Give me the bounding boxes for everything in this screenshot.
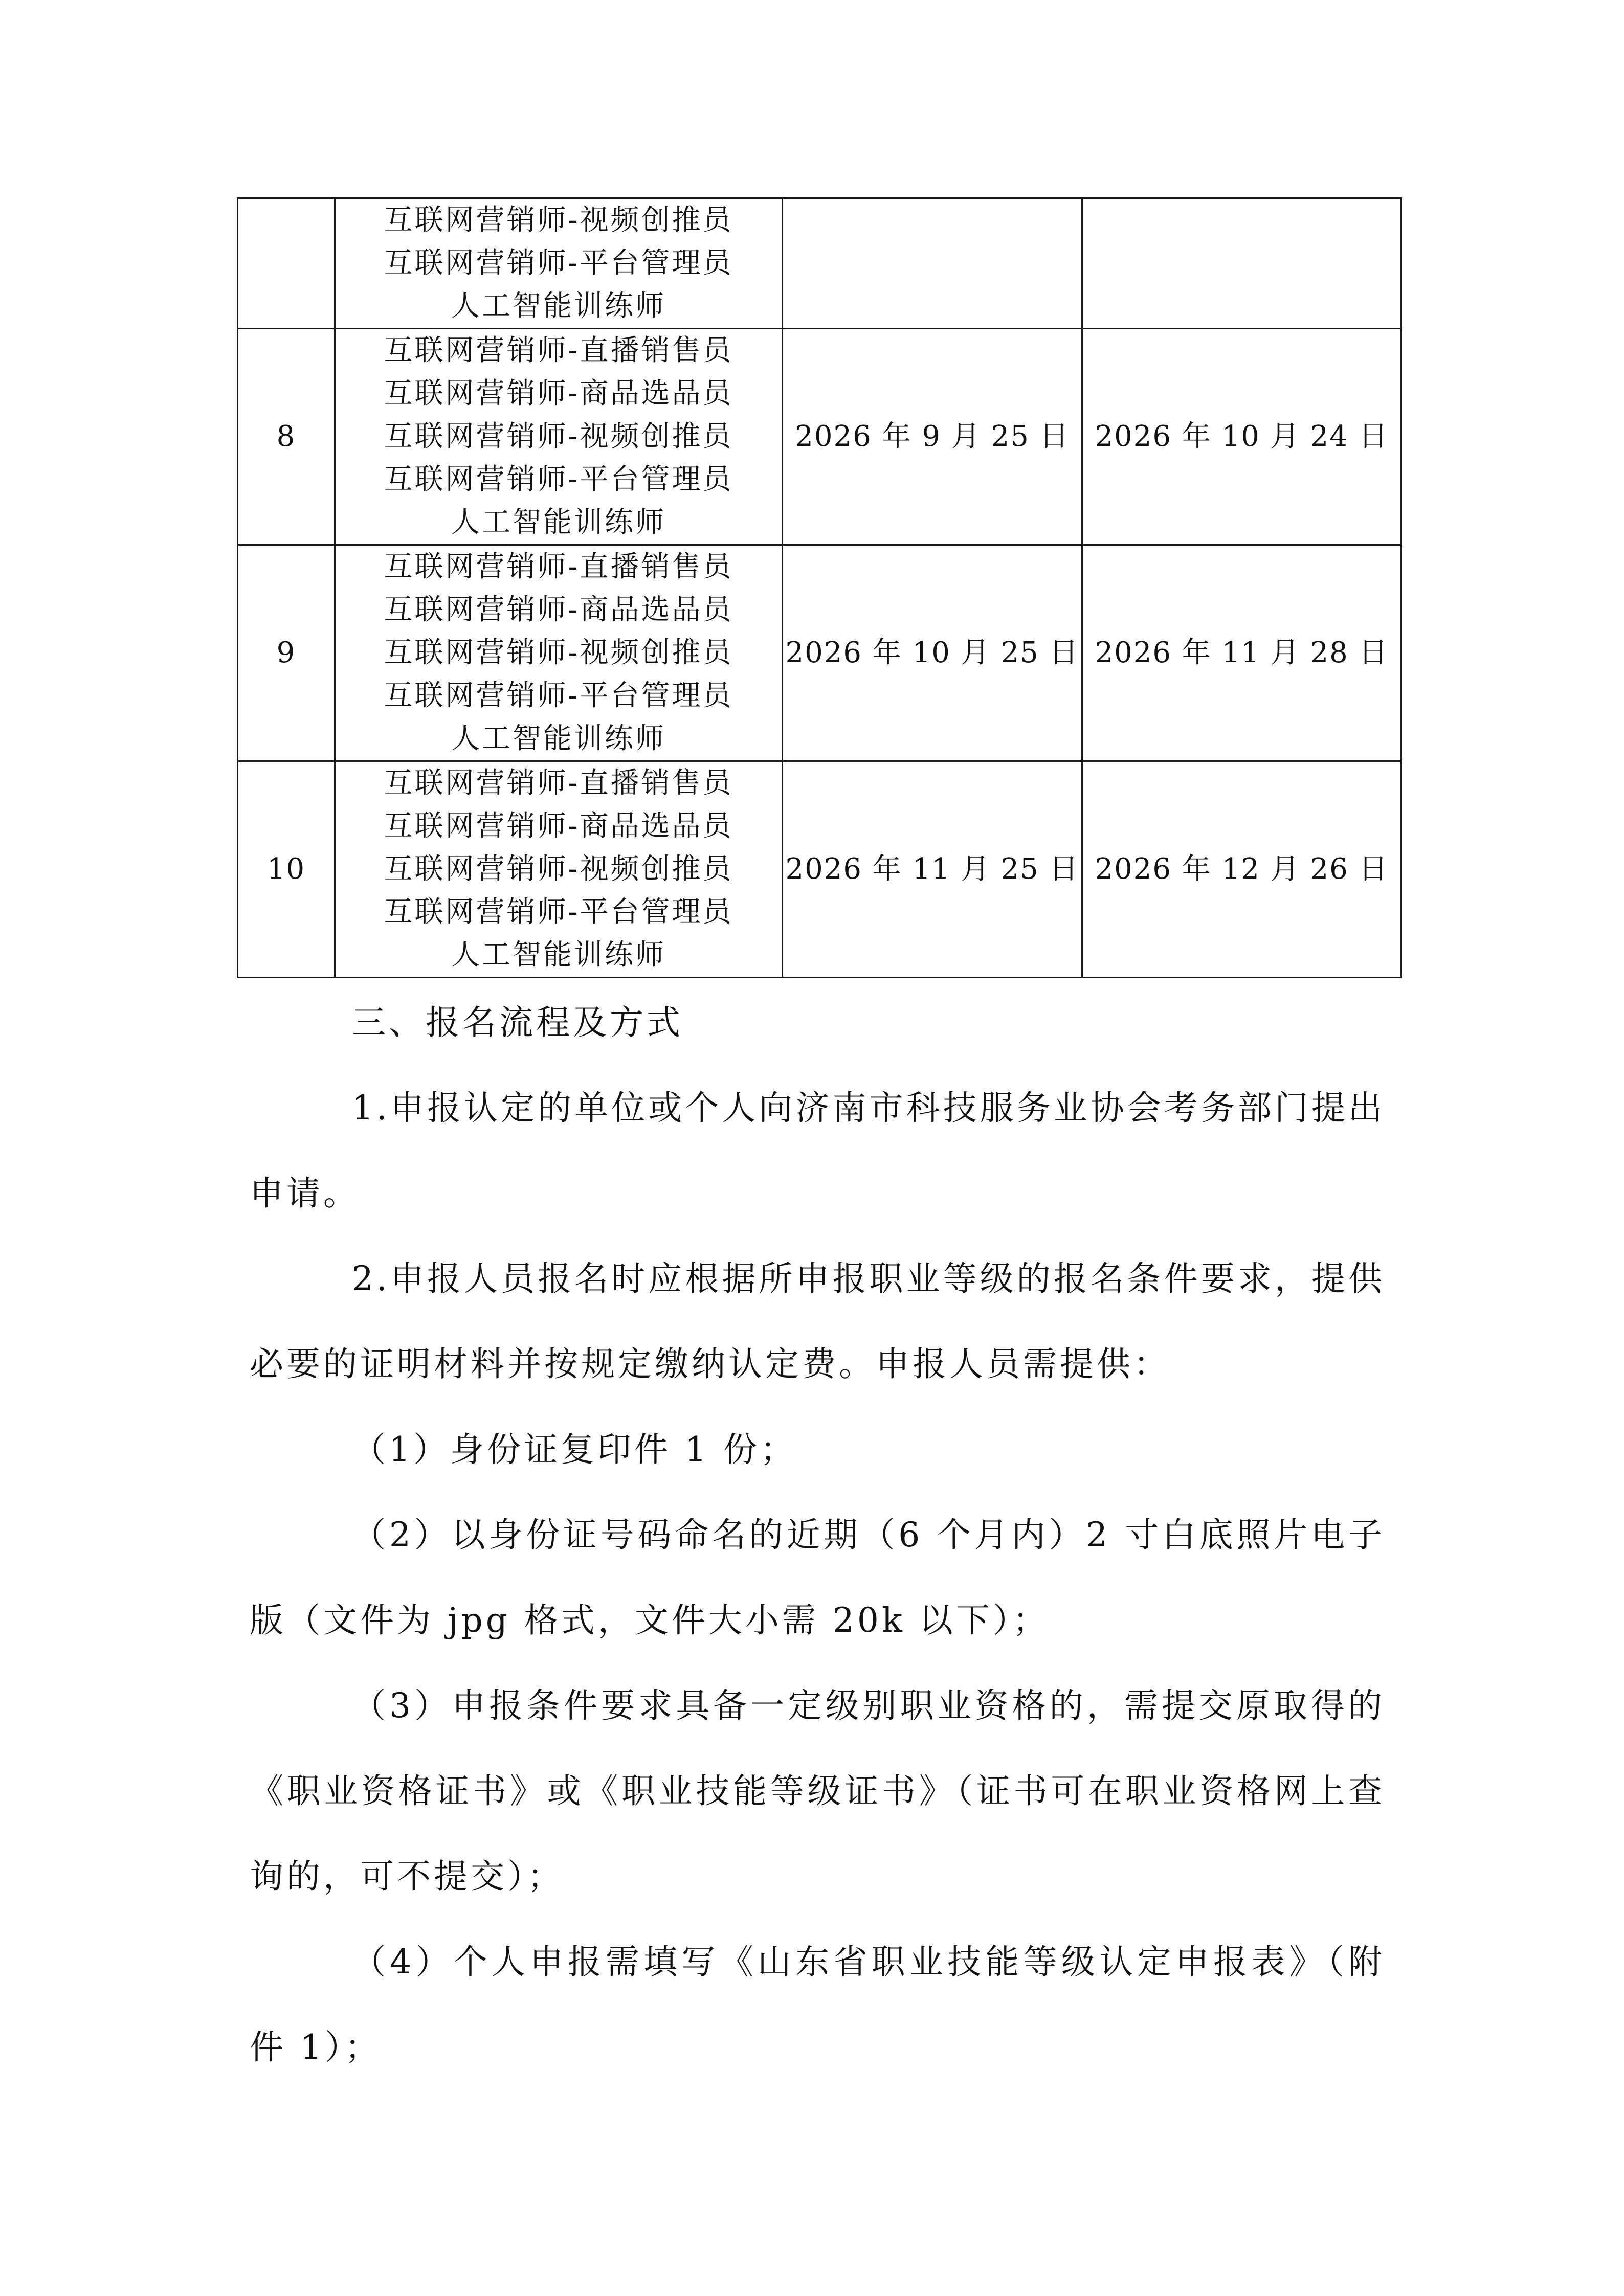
occupation-item: 互联网营销师-商品选品员 bbox=[384, 377, 733, 410]
occupation-item: 互联网营销师-平台管理员 bbox=[384, 895, 733, 929]
start-date bbox=[783, 198, 1082, 329]
paragraph: （4）个人申报需填写《山东省职业技能等级认定申报表》（附件 1）； bbox=[250, 1942, 1385, 2067]
occupation-item: 互联网营销师-视频创推员 bbox=[384, 636, 733, 669]
end-date: 2026 年 10 月 24 日 bbox=[1082, 329, 1401, 545]
occupation-list bbox=[335, 761, 783, 978]
occupation-item: 人工智能训练师 bbox=[451, 722, 666, 755]
section-heading: 三、报名流程及方式 bbox=[352, 1003, 683, 1042]
schedule-table-container bbox=[237, 197, 1394, 978]
start-date: 2026 年 11 月 25 日 bbox=[783, 761, 1082, 978]
start-date: 2026 年 10 月 25 日 bbox=[783, 545, 1082, 761]
paragraph: 1.申报认定的单位或个人向济南市科技服务业协会考务部门提出申请。 bbox=[250, 1088, 1385, 1213]
occupation-item: 人工智能训练师 bbox=[451, 938, 666, 972]
row-number: 8 bbox=[238, 329, 335, 545]
occupation-item: 人工智能训练师 bbox=[451, 289, 666, 323]
occupation-item: 互联网营销师-商品选品员 bbox=[384, 593, 733, 626]
occupation-item: 互联网营销师-视频创推员 bbox=[384, 852, 733, 886]
table-row bbox=[238, 545, 1401, 761]
paragraph: （3）申报条件要求具备一定级别职业资格的，需提交原取得的《职业资格证书》或《职业技能等级证书》（证书可在职业资格网上查询的，可不提交）； bbox=[250, 1686, 1385, 1896]
row-number: 9 bbox=[238, 545, 335, 761]
occupation-item: 互联网营销师-商品选品员 bbox=[384, 809, 733, 843]
end-date bbox=[1082, 198, 1401, 329]
paragraph: 2.申报人员报名时应根据所申报职业等级的报名条件要求，提供必要的证明材料并按规定缴纳认定费。申报人员需提供： bbox=[250, 1259, 1385, 1384]
table-row bbox=[238, 198, 1401, 329]
occupation-item: 互联网营销师-平台管理员 bbox=[384, 679, 733, 712]
occupation-item: 互联网营销师-直播销售员 bbox=[384, 767, 733, 800]
occupation-item: 互联网营销师-直播销售员 bbox=[384, 550, 733, 583]
start-date: 2026 年 9 月 25 日 bbox=[783, 329, 1082, 545]
row-number: 10 bbox=[238, 761, 335, 978]
table-row bbox=[238, 761, 1401, 978]
paragraph: （2）以身份证号码命名的近期（6 个月内）2 寸白底照片电子版（文件为 jpg 格式，文件大小需 20k 以下）； bbox=[250, 1515, 1385, 1640]
schedule-table bbox=[237, 197, 1402, 978]
occupation-item: 互联网营销师-视频创推员 bbox=[384, 420, 733, 453]
occupation-list bbox=[335, 198, 783, 329]
occupation-list bbox=[335, 329, 783, 545]
table-row bbox=[238, 329, 1401, 545]
registration-section bbox=[250, 980, 1385, 2090]
occupation-item: 互联网营销师-视频创推员 bbox=[384, 204, 733, 237]
row-number bbox=[238, 198, 335, 329]
paragraph: （1）身份证复印件 1 份； bbox=[352, 1430, 797, 1469]
end-date: 2026 年 12 月 26 日 bbox=[1082, 761, 1401, 978]
occupation-list bbox=[335, 545, 783, 761]
occupation-item: 互联网营销师-平台管理员 bbox=[384, 246, 733, 280]
occupation-item: 互联网营销师-平台管理员 bbox=[384, 463, 733, 496]
occupation-item: 人工智能训练师 bbox=[451, 506, 666, 539]
occupation-item: 互联网营销师-直播销售员 bbox=[384, 334, 733, 367]
end-date: 2026 年 11 月 28 日 bbox=[1082, 545, 1401, 761]
